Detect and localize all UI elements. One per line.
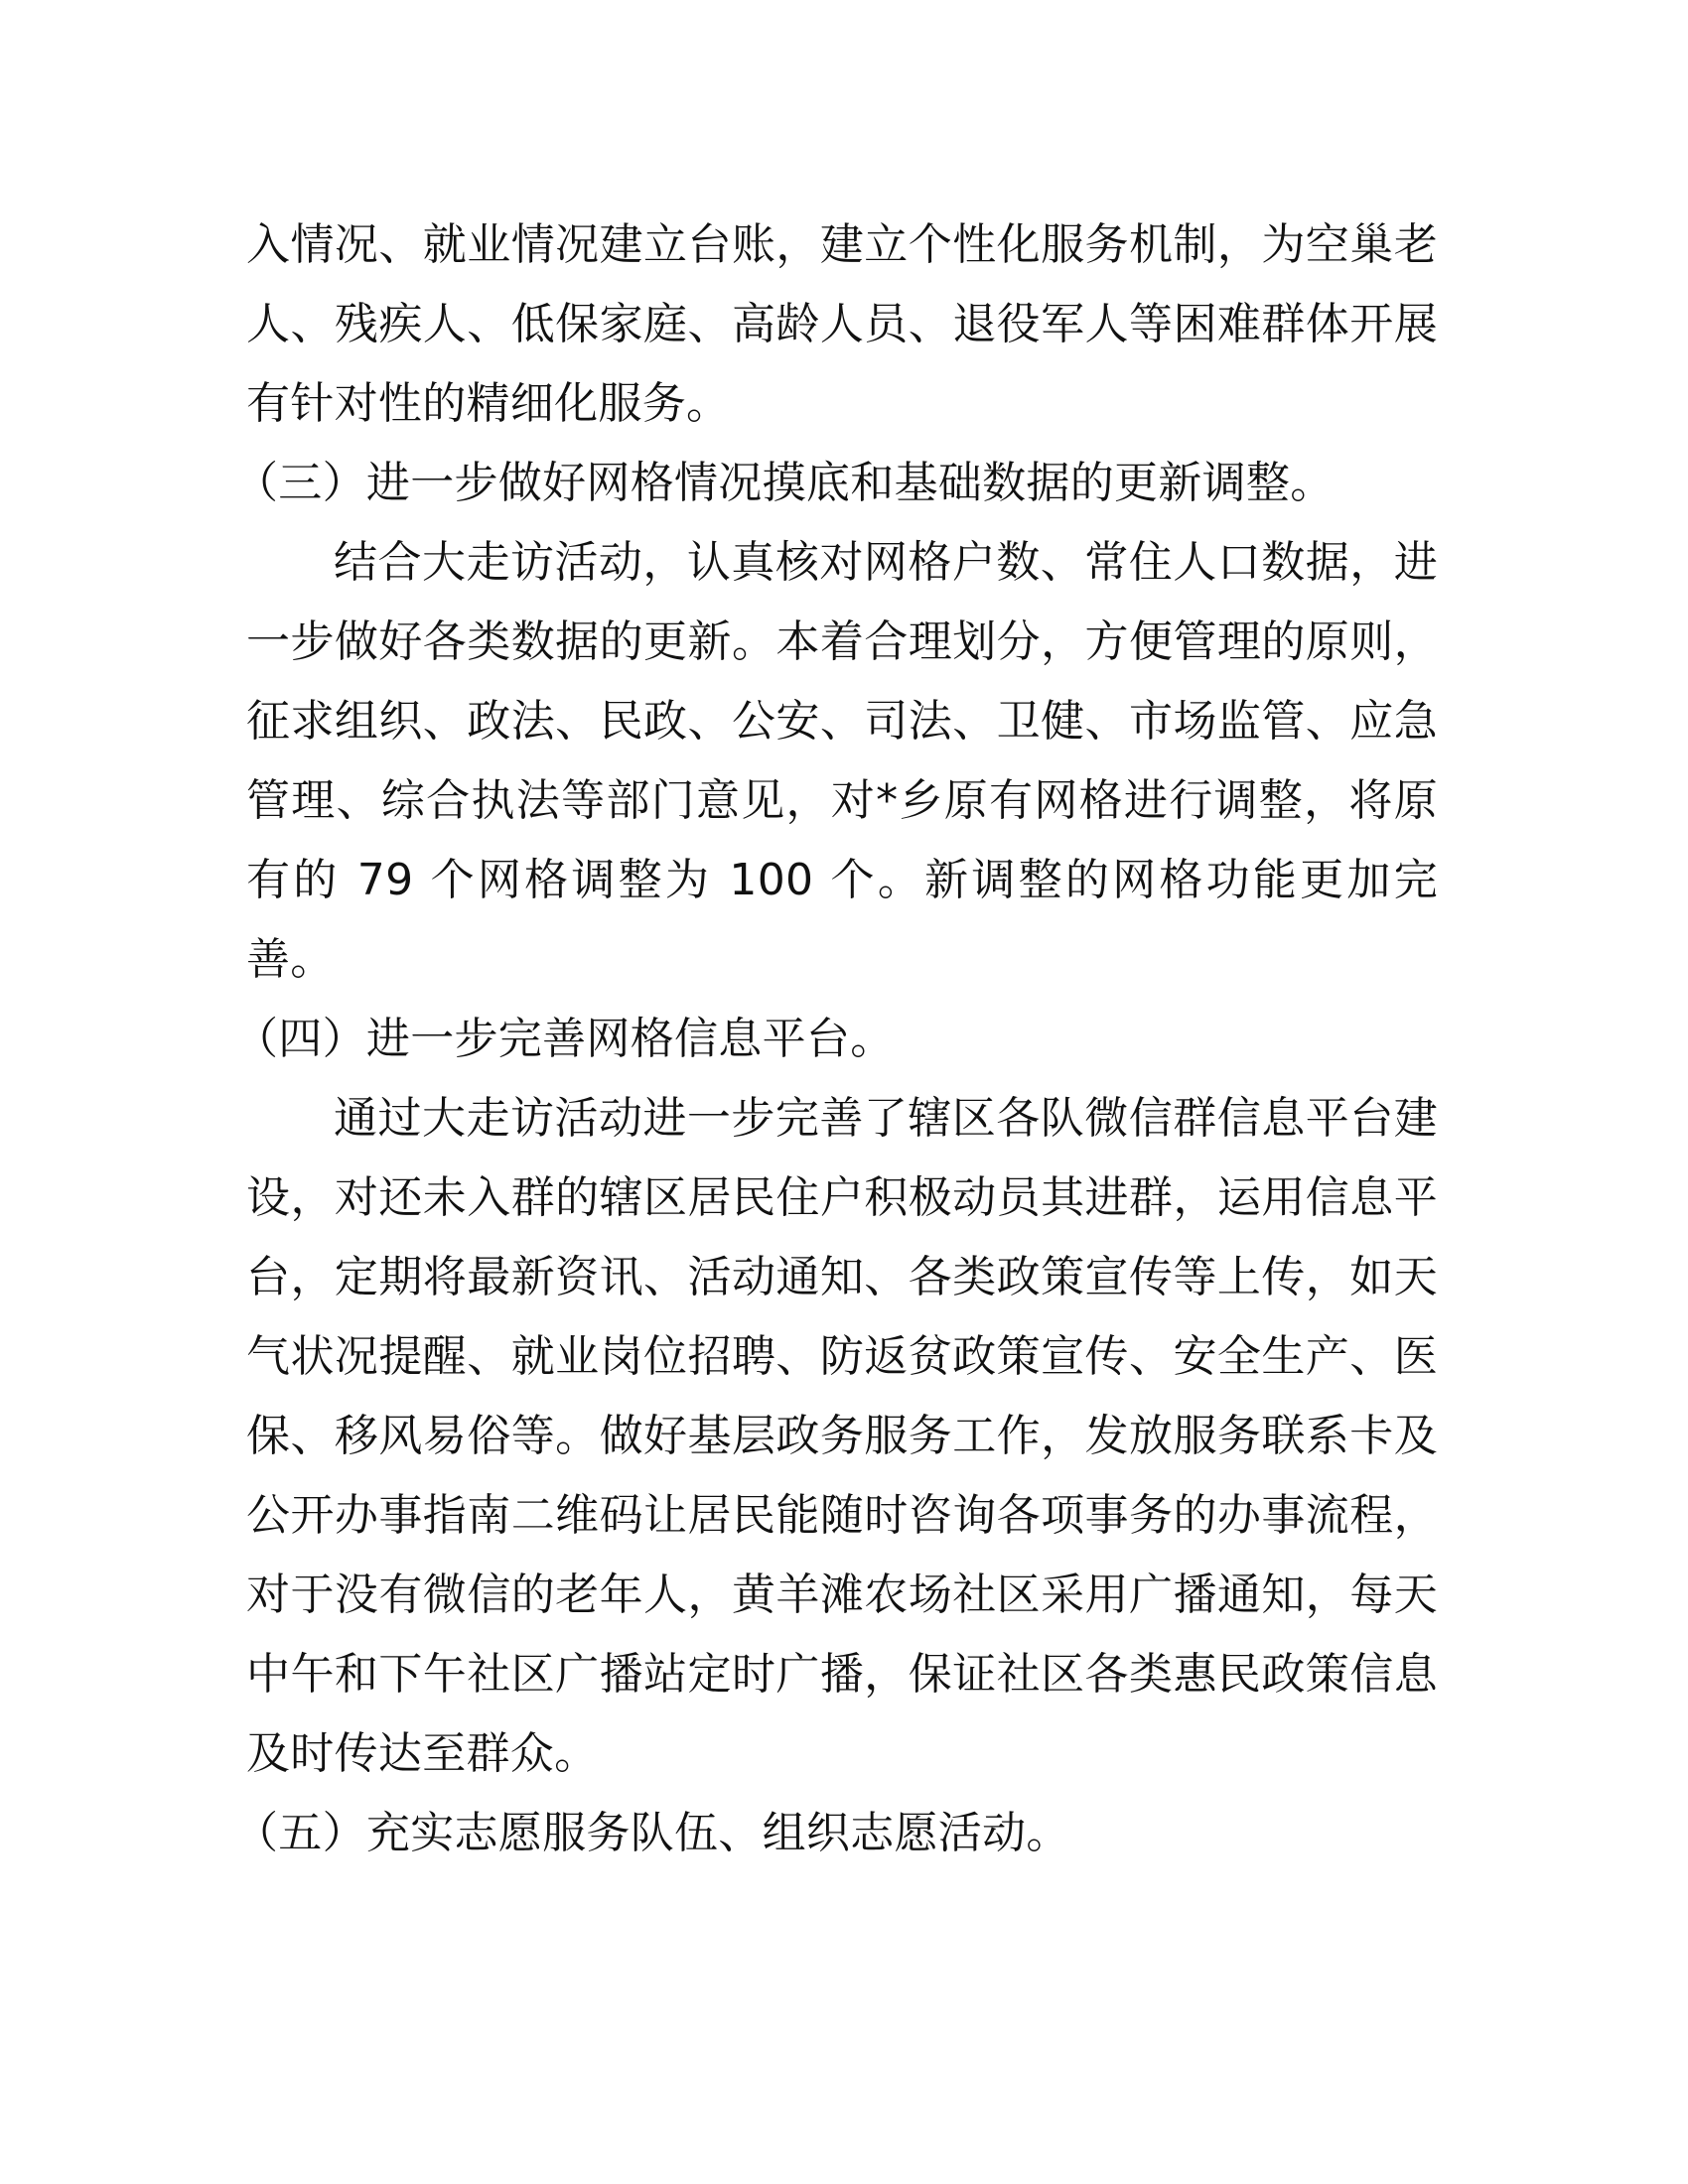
section-heading-3-text: （三）进一步做好网格情况摸底和基础数据的更新调整。 — [234, 458, 1335, 508]
document-body — [234, 205, 1438, 1873]
section-heading-4-text: （四）进一步完善网格信息平台。 — [234, 1014, 895, 1064]
section-heading-4 — [234, 1000, 1438, 1079]
body-paragraph-grid-data: 结合大走访活动，认真核对网格户数、常住人口数据，进一步做好各类数据的更新。本着合理划分，方便管理的原则，征求组织、政法、民政、公安、司法、卫健、市场监管、应急管理、综合执法等部门意见，对*乡原有网格进行调整，将原有的 79 个网格调整为 100 个。新调整的网格功能更加完善。 — [246, 537, 1438, 985]
section-heading-5 — [234, 1794, 1438, 1873]
body-paragraph-info-platform: 通过大走访活动进一步完善了辖区各队微信群信息平台建设，对还未入群的辖区居民住户积极动员其进群，运用信息平台，定期将最新资讯、活动通知、各类政策宣传等上传，如天气状况提醒、就业岗位招聘、防返贫政策宣传、安全生产、医保、移风易俗等。做好基层政务服务工作，发放服务联系卡及公开办事指南二维码让居民能随时咨询各项事务的办事流程，对于没有微信的老年人，黄羊滩农场社区采用广播通知，每天中午和下午社区广播站定时广播，保证社区各类惠民政策信息及时传达至群众。 — [246, 1093, 1438, 1779]
section-heading-5-text: （五）充实志愿服务队伍、组织志愿活动。 — [234, 1808, 1070, 1858]
continuation-paragraph: 入情况、就业情况建立台账，建立个性化服务机制，为空巢老人、残疾人、低保家庭、高龄人员、退役军人等困难群体开展有针对性的精细化服务。 — [246, 219, 1438, 429]
section-heading-3 — [234, 444, 1438, 523]
